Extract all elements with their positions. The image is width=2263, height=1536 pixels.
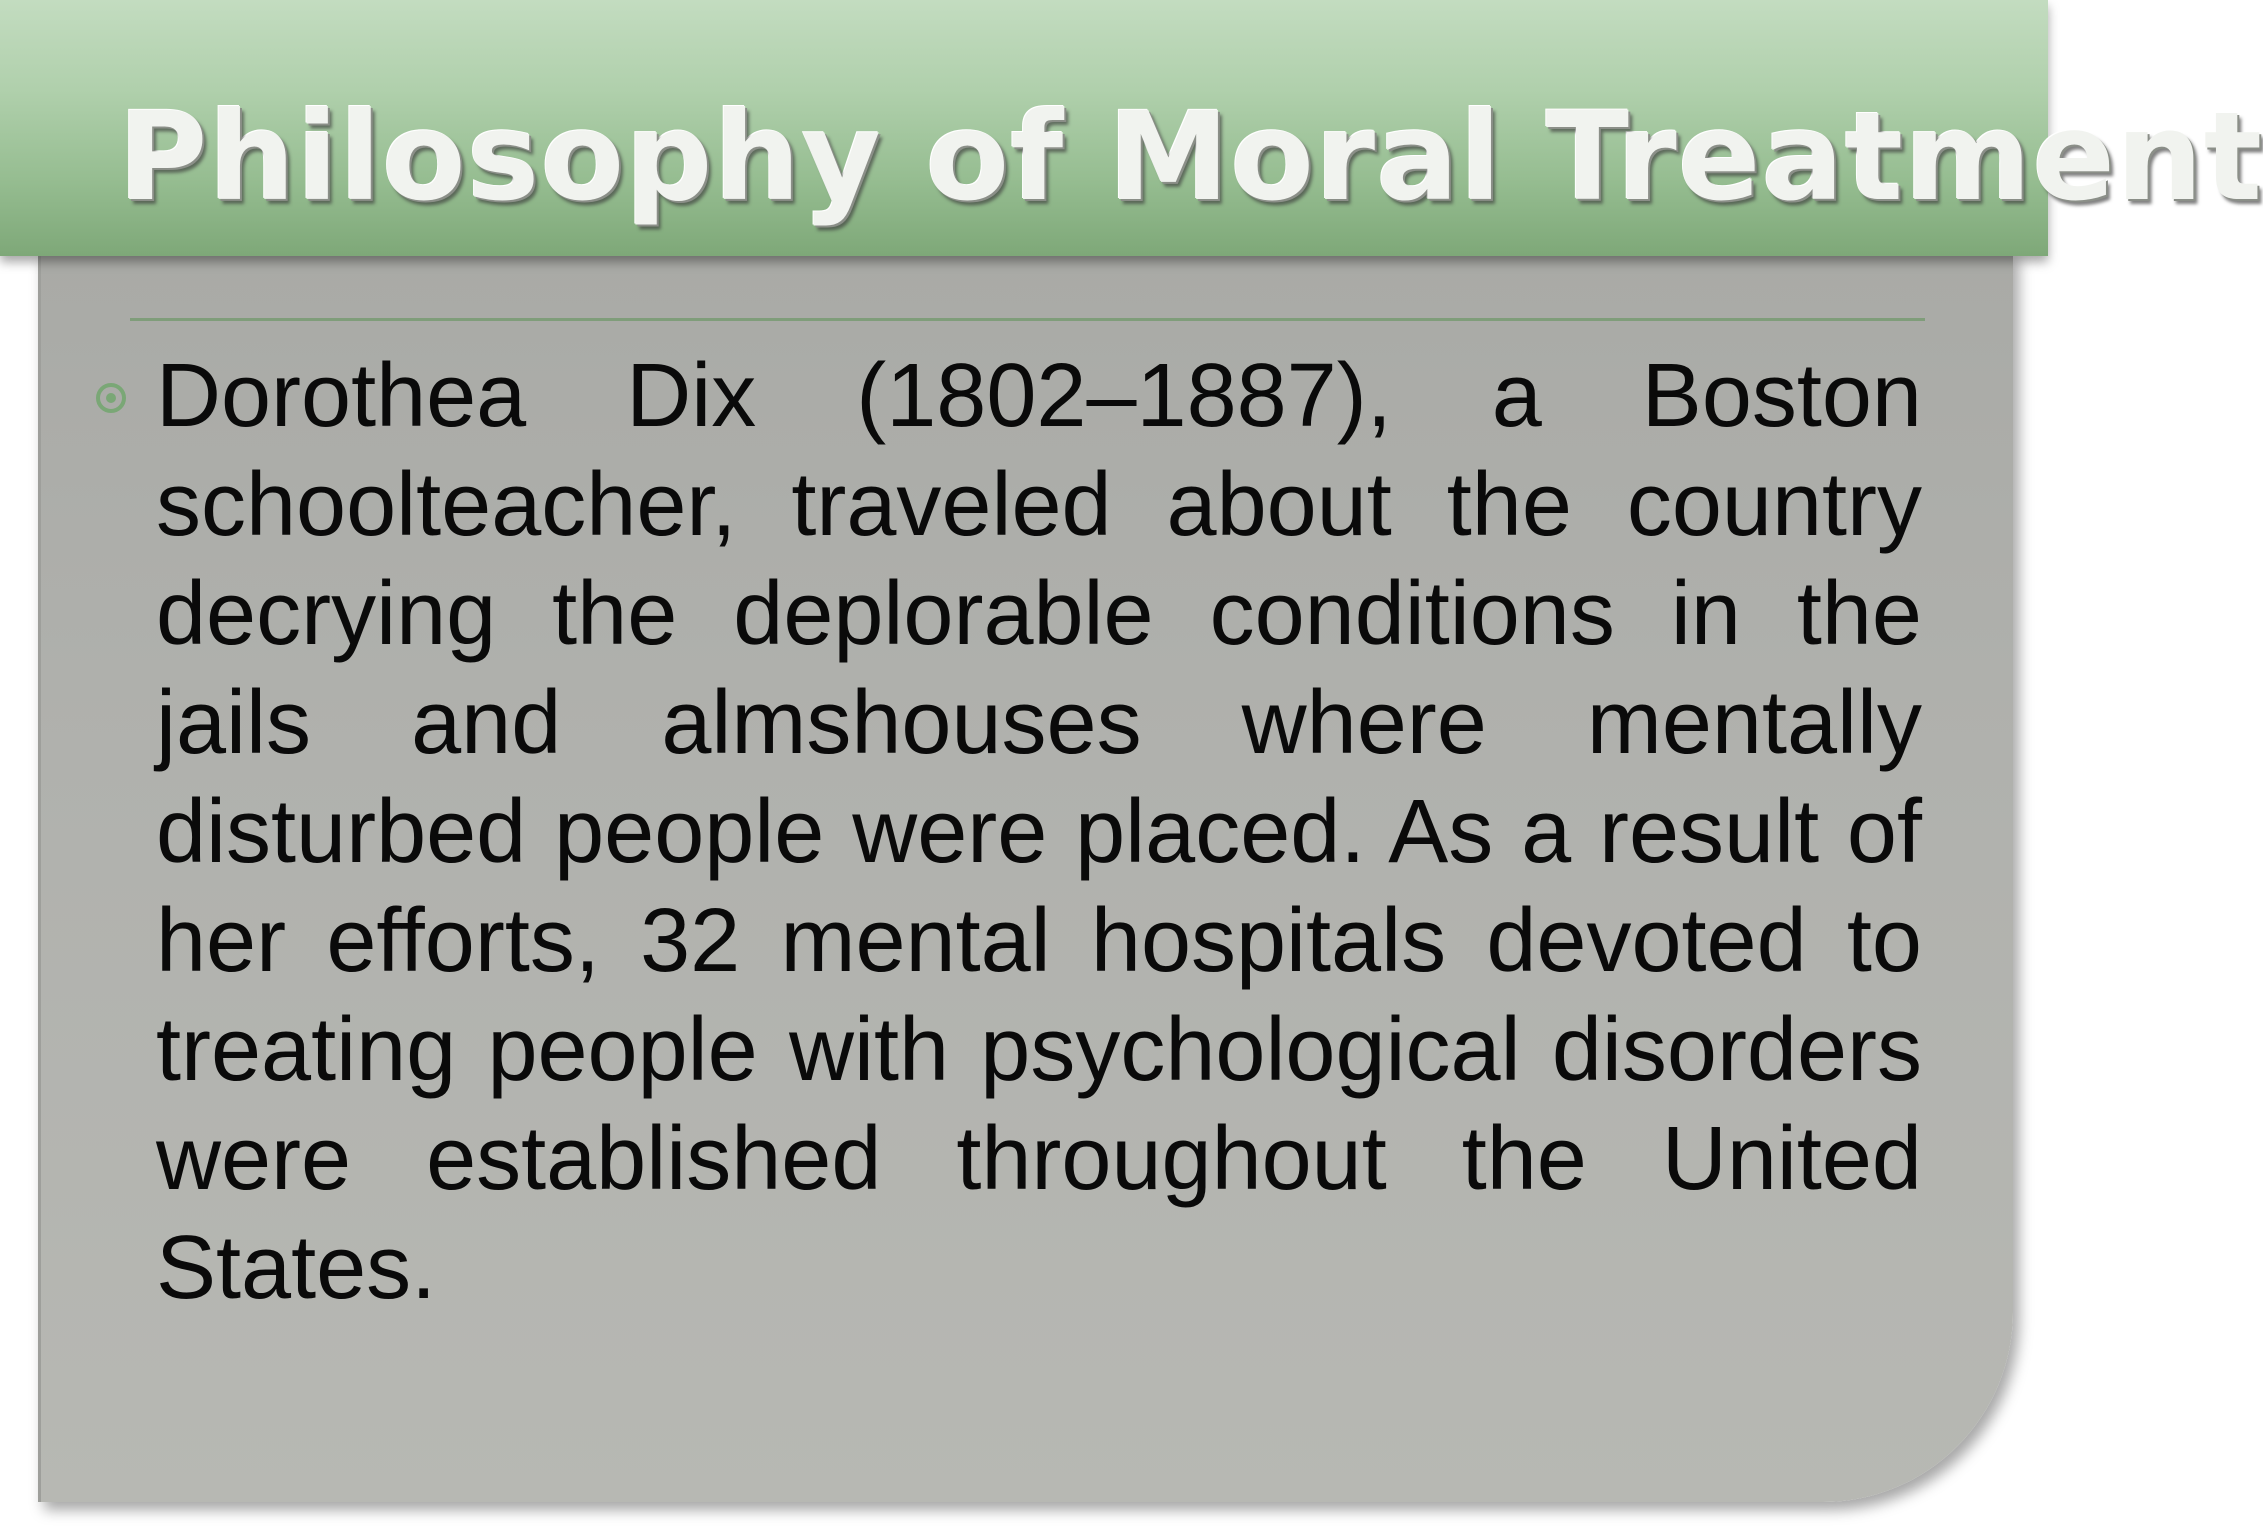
title-bar xyxy=(0,0,2263,256)
title-divider xyxy=(130,318,1925,321)
bullet-text: Dorothea Dix (1802–1887), a Boston schoolteacher, traveled about the country decrying the deplorable conditions in the jails and almshouses where mentally disturbed people were placed. As a result of her efforts, 32 mental hospitals devoted to treating people with psychological disorders were established throughout the United States. xyxy=(156,346,1922,1318)
circle-bullet-icon xyxy=(96,383,126,413)
slide-title: Philosophy of Moral Treatment xyxy=(118,86,2263,228)
